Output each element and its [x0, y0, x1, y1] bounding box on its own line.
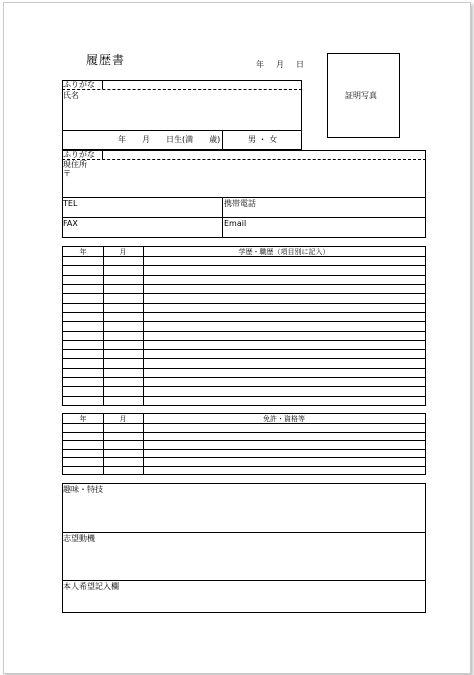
- address-furigana-label: ふりがな: [63, 150, 95, 159]
- fax-label: FAX: [63, 219, 78, 228]
- resume-title: 履歴書: [86, 53, 126, 67]
- tel-row-line: [62, 197, 426, 198]
- license-row-line: [63, 440, 425, 441]
- history-row-line: [63, 349, 425, 350]
- license-content-header: 免許・資格等: [263, 415, 305, 423]
- tel-label: TEL: [63, 199, 78, 208]
- history-row-line: [63, 331, 425, 332]
- email-label: Email: [224, 219, 247, 228]
- history-header-line: [63, 256, 425, 257]
- history-content-header: 学歴・職歴（項目別に記入）: [238, 248, 330, 256]
- history-year-header: 年: [79, 248, 87, 256]
- name-bottom-line: [62, 130, 302, 131]
- history-row-line: [63, 340, 425, 341]
- history-row-line: [63, 275, 425, 276]
- history-row-line: [63, 293, 425, 294]
- license-row-line: [63, 466, 425, 467]
- address-furigana-divider: [102, 150, 103, 159]
- contact-divider: [222, 197, 223, 238]
- history-row-line: [63, 312, 425, 313]
- history-row-line: [63, 358, 425, 359]
- furigana-label: ふりがな: [63, 80, 95, 89]
- mobile-label: 携帯電話: [224, 199, 256, 208]
- name-label: 氏名: [63, 91, 79, 100]
- license-row-line: [63, 432, 425, 433]
- furigana-line: [62, 89, 302, 90]
- gender-line: 男 ・ 女: [248, 135, 278, 144]
- free-text-box: [62, 483, 426, 613]
- request-top-line: [62, 580, 426, 581]
- history-row-line: [63, 386, 425, 387]
- photo-label: 証明写真: [345, 91, 377, 100]
- history-month-header: 月: [119, 248, 127, 256]
- history-row-line: [63, 377, 425, 378]
- license-table: [62, 413, 426, 475]
- history-row-line: [63, 396, 425, 397]
- motive-top-line: [62, 532, 426, 533]
- history-month-divider: [143, 247, 144, 405]
- license-month-header: 月: [119, 415, 127, 423]
- motive-label: 志望動機: [63, 534, 95, 543]
- license-header-line: [63, 423, 425, 424]
- gender-divider: [222, 130, 223, 150]
- license-year-header: 年: [79, 415, 87, 423]
- date-line: 年 月 日: [256, 60, 306, 69]
- address-furigana-line: [62, 159, 426, 160]
- history-year-divider: [103, 247, 104, 405]
- history-row-line: [63, 284, 425, 285]
- request-label: 本人希望記入欄: [63, 582, 119, 591]
- history-row-line: [63, 368, 425, 369]
- license-row-line: [63, 449, 425, 450]
- postal-mark: 〒: [63, 169, 71, 178]
- history-row-line: [63, 265, 425, 266]
- history-row-line: [63, 321, 425, 322]
- hobby-label: 趣味・特技: [63, 485, 103, 494]
- history-row-line: [63, 303, 425, 304]
- history-table: [62, 246, 426, 406]
- address-label: 現住所: [63, 160, 87, 169]
- fax-row-line: [62, 217, 426, 218]
- license-row-line: [63, 457, 425, 458]
- birth-date-line: 年 月 日生(満 歳): [118, 135, 221, 144]
- furigana-divider: [102, 80, 103, 89]
